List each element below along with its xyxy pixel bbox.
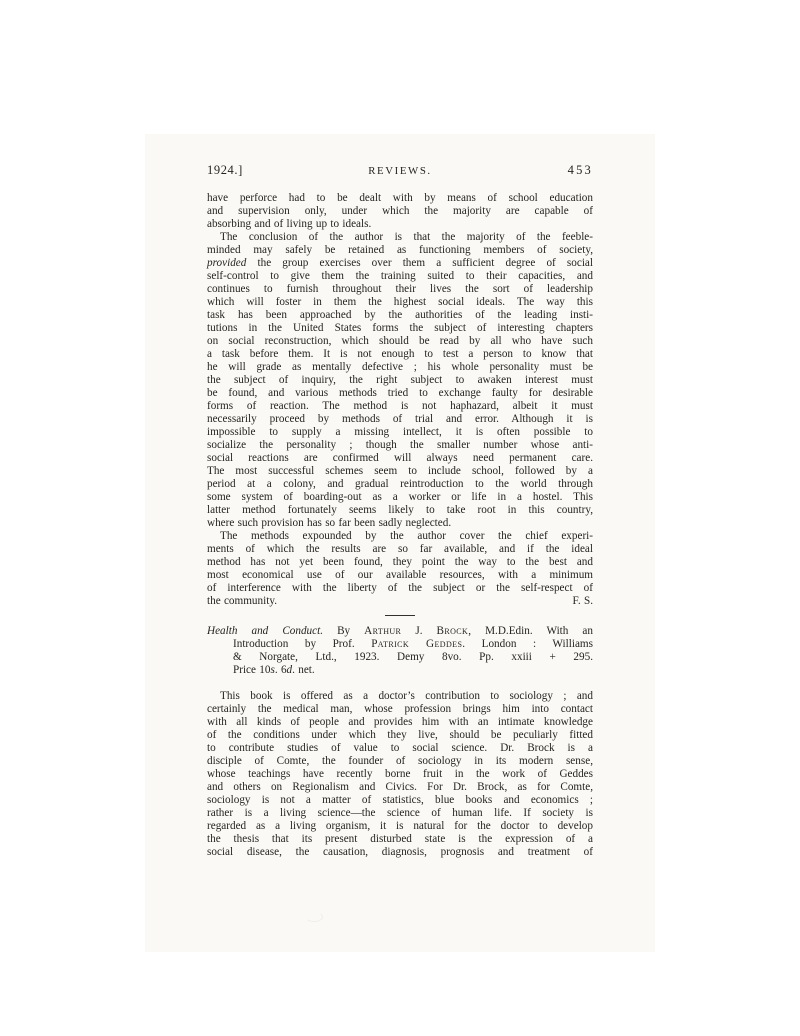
reviewer-initials: F. S. [572,595,593,607]
text-line: minded may safely be retained as functioning members of society, [207,244,593,256]
text-line: of the conditions under which they live, should be peculiarly fitted [207,729,593,741]
text-line: of interference with the liberty of the subject or the self-respect of [207,582,593,594]
text-line: provided the group exercises over them a sufficient degree of social [207,257,593,269]
header-page-number: 453 [567,163,593,177]
review1-paragraph-continuation [207,192,593,231]
text-line [207,595,593,608]
header-running-title: REVIEWS. [368,165,432,177]
text-line: he will grade as mentally defective ; his whole personality must be [207,361,593,373]
text-line: regarded as a living organism, it is natural for the doctor to develop [207,820,593,832]
text-line: Introduction by Prof. Patrick Geddes. London : Williams [233,638,593,650]
text-line: whose teachings have recently borne fruit in the work of Geddes [207,768,593,780]
text-line: ments of which the results are so far available, and if the ideal [207,543,593,555]
review1-paragraph-conclusion [207,231,593,530]
scan-artifact [305,912,323,922]
text-line: self-control to give them the training suited to their capacities, and [207,270,593,282]
text-line: social disease, the causation, diagnosis, prognosis and treatment of [207,846,593,858]
review1-paragraph-methods [207,530,593,608]
text-line: impossible to supply a missing intellect, it is often possible to [207,426,593,438]
text-line: Price 10s. 6d. net. [233,664,315,676]
text-line: certainly the medical man, whose profession brings him into contact [207,703,593,715]
text-line: The conclusion of the author is that the majority of the feeble- [220,231,593,243]
text-line: and supervision only, under which the majority are capable of [207,205,593,217]
text-line: socialize the personality ; though the smaller number whose anti- [207,439,593,451]
text-line: be found, and various methods tried to exchange faulty for desirable [207,387,593,399]
text-line: a task before them. It is not enough to test a person to know that [207,348,593,360]
text-line: the community. [207,595,277,607]
text-line: necessarily proceed by methods of trial and error. Although it is [207,413,593,425]
text-line: which will foster in them the highest social ideals. The way this [207,296,593,308]
text-line: forms of reaction. The method is not haphazard, albeit it must [207,400,593,412]
text-line: Health and Conduct. By Arthur J. Brock, M.D.Edin. With an [207,625,593,637]
review2-paragraph-opening [207,690,593,859]
text-line: with all kinds of people and provides him with an intimate knowledge [207,716,593,728]
text-line: continues to furnish throughout their lives the sort of leadership [207,283,593,295]
text-line: social reactions are confirmed will always need permanent care. [207,452,593,464]
text-line: period at a colony, and gradual reintroduction to the world through [207,478,593,490]
text-line: most economical use of our available resources, with a minimum [207,569,593,581]
text-line: task has been approached by the authorities of the leading insti- [207,309,593,321]
text-line: where such provision has so far been sadly neglected. [207,517,452,529]
page-body [207,192,593,859]
text-line: the subject of inquiry, the right subject to awaken interest must [207,374,593,386]
text-line: have perforce had to be dealt with by means of school education [207,192,593,204]
text-line: method has not yet been found, they point the way to the best and [207,556,593,568]
page-content [145,134,655,859]
page-header [207,163,593,178]
text-line: rather is a living science—the science of human life. If society is [207,807,593,819]
text-line: the thesis that its present disturbed state is the expression of a [207,833,593,845]
text-line: and others on Regionalism and Civics. For Dr. Brock, as for Comte, [207,781,593,793]
header-year: 1924.] [207,163,243,177]
text-line: disciple of Comte, the founder of sociology in its modern sense, [207,755,593,767]
text-line: absorbing and of living up to ideals. [207,218,372,230]
text-line: This book is offered as a doctor’s contribution to sociology ; and [220,690,593,702]
journal-page [145,134,655,952]
section-divider-rule [385,615,415,616]
text-line: on social reconstruction, which should be read by all who have such [207,335,593,347]
text-line: latter method fortunately seems likely to take root in this country, [207,504,593,516]
book-citation [207,625,593,677]
text-line: & Norgate, Ltd., 1923. Demy 8vo. Pp. xxiii + 295. [233,651,593,663]
text-line: some system of boarding-out as a worker or life in a hostel. This [207,491,593,503]
text-line: sociology is not a matter of statistics, blue books and economics ; [207,794,593,806]
text-line: to contribute studies of value to social science. Dr. Brock is a [207,742,593,754]
text-line: The methods expounded by the author cover the chief experi- [220,530,593,542]
text-line: tutions in the United States forms the subject of interesting chapters [207,322,593,334]
text-line: The most successful schemes seem to include school, followed by a [207,465,593,477]
